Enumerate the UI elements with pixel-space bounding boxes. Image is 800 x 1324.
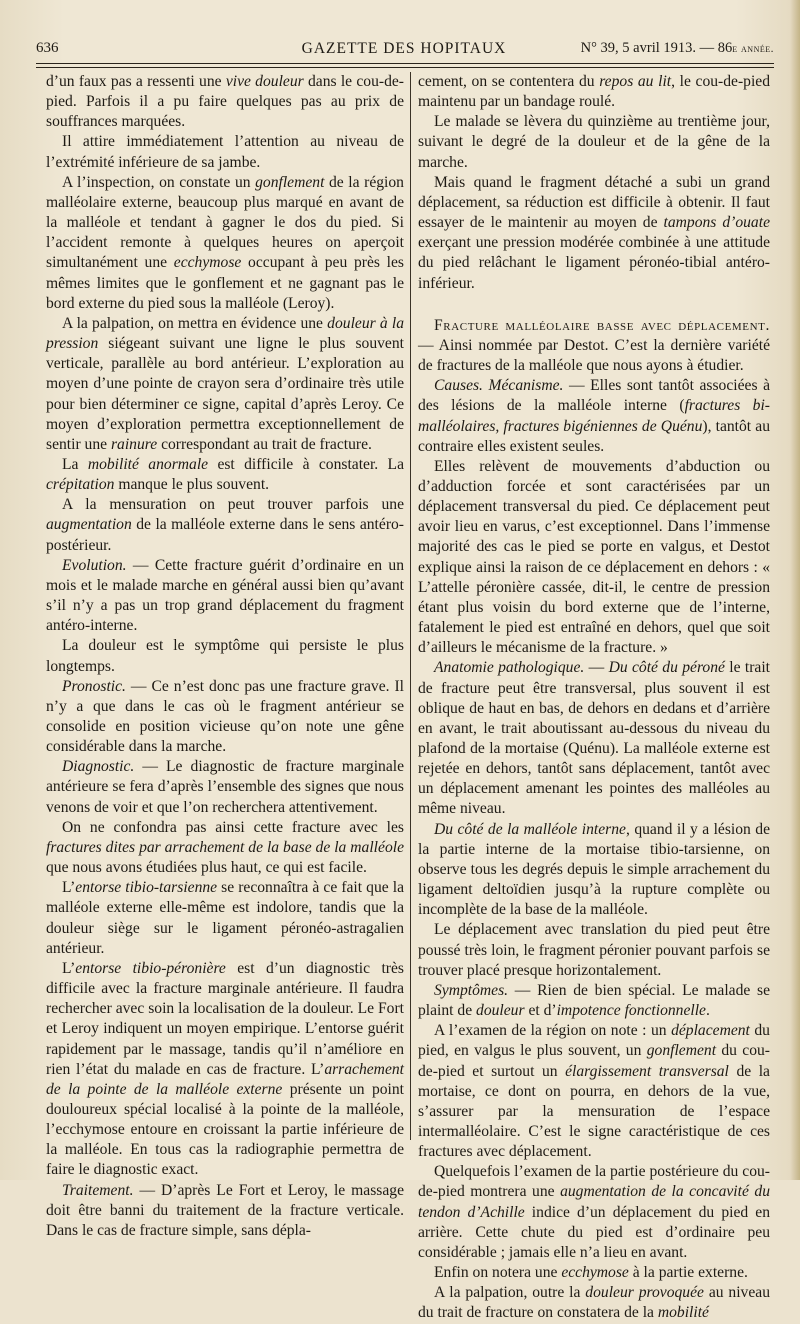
text-run: L’ bbox=[62, 959, 76, 977]
text-run: — Rien de bien spécial. Le malade se plaint de bbox=[418, 981, 770, 1020]
italic-run: élargissement transversal bbox=[565, 1062, 729, 1080]
text-run: est difficile à constater. La bbox=[208, 455, 404, 473]
text-run: A la mensuration on peut trouver parfois une bbox=[62, 496, 404, 514]
italic-run: vive douleur bbox=[225, 73, 304, 90]
paragraph bbox=[46, 677, 404, 758]
italic-run: impotence fonctionnelle bbox=[556, 1002, 706, 1020]
text-run: — Ainsi nommée par Destot. C’est la dernière variété de fractures de la malléole que nous ayons à étudier. bbox=[418, 336, 770, 375]
paragraph bbox=[46, 132, 404, 172]
paragraph bbox=[46, 314, 404, 455]
italic-run: augmentation bbox=[46, 516, 132, 534]
header-rule bbox=[36, 63, 774, 64]
italic-run: arrachement de la pointe de la malléole externe bbox=[46, 1060, 404, 1098]
paragraph bbox=[46, 455, 404, 495]
paragraph bbox=[46, 757, 404, 817]
paragraph bbox=[418, 457, 770, 659]
paragraph bbox=[418, 173, 770, 294]
text-run: — Elles sont tantôt associées à des lésions de la malléole interne ( bbox=[418, 377, 770, 415]
italic-run: douleur provoquée bbox=[585, 1284, 704, 1302]
text-run: manque le plus souvent. bbox=[114, 476, 270, 494]
text-run: dans le cou-de-pied. Parfois il a pu faire quelques pas au prix de souffrances marquées. bbox=[46, 73, 404, 131]
text-run: La douleur est le symptôme qui persiste le plus longtemps. bbox=[46, 637, 404, 675]
text-run: Le malade se lèvera du quinzième au trentième jour, suivant le degré de la douleur et de la gêne de la marche. bbox=[418, 113, 770, 171]
italic-run: mobilité anormale bbox=[87, 455, 209, 473]
text-run: présente un point douloureux spécial localisé à la pointe de la malléole, l’ecchymose entoure en croissant la partie inférieure de la malléole. En tous cas la radiographie permettra de faire le diagnostic exact. bbox=[46, 1080, 405, 1179]
text-run: , quand il y a lésion de la partie interne de la mortaise tibio-tarsienne, on observe tous les degrés depuis le simple arrachement du ligament deltoïdien jusqu’à la rupture complète ou incomplète de la base de la malléole. bbox=[418, 820, 770, 919]
journal-title: GAZETTE DES HOPITAUX bbox=[301, 40, 507, 57]
paragraph bbox=[418, 1162, 770, 1263]
paragraph bbox=[418, 376, 770, 457]
italic-run: fractures dites par arrachement de la base de la malléole bbox=[46, 838, 404, 856]
text-run: du cou-de-pied et surtout un bbox=[418, 1042, 770, 1080]
text-run: A l’examen de la région on note : un bbox=[434, 1022, 672, 1040]
paragraph bbox=[418, 981, 770, 1021]
italic-run: entorse tibio-tarsienne bbox=[75, 879, 218, 897]
text-run: que nous avons étudiées plus haut, ce qui est facile. bbox=[46, 859, 367, 877]
page-number: 636 bbox=[36, 40, 59, 56]
text-run: d’un faux pas a ressenti une bbox=[46, 73, 226, 90]
paragraph bbox=[418, 920, 770, 980]
text-run: à la partie externe. bbox=[628, 1264, 748, 1282]
italic-run: Anatomie pathologique. bbox=[434, 659, 585, 677]
italic-run: douleur bbox=[476, 1002, 525, 1020]
text-run: de la région malléolaire externe, beaucoup plus marqué en avant de la malléole et tendant à gagner le dos du pied. Si l’accident remonte à quelques heures on aperçoit simultanément une bbox=[46, 173, 404, 272]
text-run: de la mortaise, ce dont on pourra, en dehors de la vue, s’assurer par la mensuration de l’espace intermalléolaire. C’est le signe caractéristique de ces fractures avec déplacement. bbox=[418, 1062, 770, 1161]
issue-year-label: e année. bbox=[732, 43, 774, 55]
text-run: est d’un diagnostic très difficile avec la fracture marginale antérieure. Il faudra rechercher avec soin la localisation de la douleur. Le Fort et Leroy indiquent un moyen empirique. L’entorse guérit rapidement par le massage, tandis qu’il n’améliore en rien l’état du malade en cas de fracture. L’ bbox=[46, 959, 404, 1078]
text-run: ), tantôt au contraire elles existent seules. bbox=[418, 417, 770, 455]
italic-run: gonflement bbox=[255, 173, 325, 191]
italic-run: crépitation bbox=[46, 476, 115, 494]
text-run: Le déplacement avec translation du pied peut être poussé très loin, le fragment péronier pouvant parfois se trouver placé presque horizontalement. bbox=[418, 921, 770, 979]
section-intro bbox=[418, 337, 770, 374]
paragraph bbox=[418, 1283, 770, 1323]
italic-run: Symptômes. bbox=[434, 981, 509, 999]
italic-run: entorse tibio-péronière bbox=[75, 959, 226, 977]
text-run: cement, on se contentera du bbox=[418, 73, 600, 90]
italic-run: ecchymose bbox=[173, 254, 242, 272]
column-divider bbox=[410, 72, 411, 1140]
italic-run: Evolution. bbox=[62, 556, 127, 574]
italic-run: douleur à la pression bbox=[46, 314, 404, 353]
paragraph bbox=[46, 959, 404, 1181]
paragraph bbox=[46, 72, 404, 132]
text-run: le trait de fracture peut être transversal, plus souvent il est oblique de haut en bas, de dehors en dedans et d’arrière en avant, le trait aboutissant au-dessous du niveau du plafond de la mortaise (Quénu). La malléole externe est rejetée en dehors, tantôt sans déplacement, tantôt avec un déplacement amenant les pointes des malléoles au même niveau. bbox=[418, 659, 770, 818]
italic-run: Du côté du péroné bbox=[608, 659, 725, 677]
issue-date: N° 39, 5 avril 1913. — 86 bbox=[580, 40, 733, 56]
text-run: Mais quand le fragment détaché a subi un grand déplacement, sa réduction est difficile à obtenir. Il faut essayer de le maintenir au moyen de bbox=[418, 173, 770, 232]
paragraph bbox=[46, 1181, 404, 1241]
text-run: La bbox=[62, 455, 88, 473]
paragraph bbox=[418, 72, 770, 112]
text-run: et d’ bbox=[524, 1002, 557, 1020]
italic-run: fractures bi-malléolaires, fractures bigéniennes de Quénu bbox=[418, 397, 770, 435]
paragraph bbox=[418, 1263, 770, 1283]
text-run: exerçant une pression modérée combinée à une attitude du pied relâchant le ligament péronéo-tibial antéro-inférieur. bbox=[418, 234, 770, 292]
italic-run: ecchymose bbox=[561, 1264, 629, 1282]
italic-run: gonflement bbox=[646, 1042, 717, 1060]
left-column bbox=[46, 72, 404, 1241]
italic-run: mobilité bbox=[657, 1304, 709, 1322]
issue-info bbox=[581, 40, 774, 57]
text-run: — bbox=[584, 659, 609, 677]
text-run: Il attire immédiatement l’attention au niveau de l’extrémité inférieure de sa jambe. bbox=[46, 133, 404, 171]
paragraph bbox=[46, 636, 404, 676]
text-run: — Ce n’est donc pas une fracture grave. Il n’y a que dans le cas où le fragment antérieur se consolide en position vicieuse qu’on note une gêne considérable dans la marche. bbox=[46, 677, 404, 756]
text-run: A la palpation, outre la bbox=[434, 1284, 586, 1302]
text-run: — Le diagnostic de fracture marginale antérieure se fera d’après l’ensemble des signes que nous venons de voir et que l’on recherchera attentivement. bbox=[46, 758, 404, 816]
text-run: du pied, en valgus le plus souvent, un bbox=[418, 1022, 770, 1060]
header-rule-thin bbox=[36, 67, 774, 68]
text-run: Quelquefois l’examen de la partie postérieure du cou-de-pied montrera une bbox=[418, 1163, 770, 1201]
text-run: Elles relèvent de mouvements d’abduction ou d’adduction forcée et sont caractérisées par un déplacement transversal du pied. Ce déplacement peut avoir lieu en varus, c’est exceptionnel. Dans l’immense majorité des cas le pied se porte en valgus, et Destot explique ainsi la raison de ce déplacement en dehors : « L’attelle péronière cassée, dit-il, le centre de pression étant plus voisin du bord externe que de l’interne, fatalement le pied est entraîné en dehors, quel que soit d’ailleurs le mécanisme de la fracture. » bbox=[418, 457, 770, 657]
paragraph bbox=[46, 878, 404, 959]
text-run: A la palpation, on mettra en évidence une bbox=[62, 314, 328, 332]
italic-run: rainure bbox=[110, 435, 158, 453]
page-edge-shadow bbox=[790, 0, 800, 1180]
page-header bbox=[30, 36, 778, 64]
italic-run: Pronostic. bbox=[62, 677, 126, 695]
italic-run: Diagnostic. bbox=[62, 758, 135, 776]
text-run: au niveau du trait de fracture on constatera de la bbox=[418, 1284, 770, 1322]
text-run: . bbox=[705, 1002, 710, 1020]
paragraph bbox=[46, 173, 404, 314]
paragraph bbox=[46, 556, 404, 637]
italic-run: déplacement bbox=[671, 1022, 750, 1040]
text-run: correspondant au trait de fracture. bbox=[157, 435, 372, 453]
text-run: se reconnaîtra à ce fait que la malléole externe elle-même est indolore, tandis que la douleur siège sur le ligament péronéo-astragalien antérieur. bbox=[46, 879, 404, 957]
paragraph bbox=[46, 495, 404, 555]
italic-run: Traitement. bbox=[62, 1181, 134, 1199]
italic-run: Causes. Mécanisme. bbox=[434, 377, 564, 395]
italic-run: Du côté de la malléole interne bbox=[434, 820, 626, 838]
paragraph bbox=[418, 1021, 770, 1162]
italic-run: tampons d’ouate bbox=[663, 214, 770, 232]
text-run: indice d’un déplacement du pied en arrière. Cette chute du pied est d’ordinaire peu considérable ; jamais elle n’a lieu en avant. bbox=[418, 1203, 770, 1261]
text-run: — Cette fracture guérit d’ordinaire en un mois et le malade marche en général aussi bien qu’avant s’il n’y a pas un trop grand déplacement du fragment antéro-interne. bbox=[46, 556, 404, 635]
text-run: — D’après Le Fort et Leroy, le massage doit être banni du traitement de la fracture verticale. Dans le cas de fracture simple, sans dépla- bbox=[46, 1181, 404, 1239]
section-heading: Fracture malléolaire basse avec déplacement. bbox=[434, 316, 770, 334]
paragraph bbox=[418, 112, 770, 172]
italic-run: repos au lit bbox=[599, 73, 672, 90]
text-run: occupant à peu près les mêmes limites que le gonflement et ne gagnant pas le bord externe du pied sous la malléole (Leroy). bbox=[46, 254, 405, 312]
text-run: , le cou-de-pied maintenu par un bandage roulé. bbox=[418, 73, 771, 111]
section-paragraph bbox=[418, 316, 770, 376]
italic-run: augmentation de la concavité du tendon d’Achille bbox=[418, 1183, 770, 1221]
text-run: siégeant suivant une ligne le plus souvent verticale, parallèle au bord antérieur. L’exploration au moyen d’une pointe de crayon sera d’ordinaire très utile pour bien déterminer ce signe, capital d’après Leroy. Ce moyen d’exploration permettra exceptionnellement de sentir une bbox=[46, 335, 404, 453]
text-run: L’ bbox=[62, 879, 76, 897]
text-run: Enfin on notera une bbox=[434, 1264, 562, 1282]
text-run: A l’inspection, on constate un bbox=[62, 173, 256, 191]
paragraph bbox=[46, 818, 404, 878]
text-run: On ne confondra pas ainsi cette fracture avec les bbox=[62, 818, 404, 836]
paragraph bbox=[418, 658, 770, 819]
text-run: de la malléole externe dans le sens antéro-postérieur. bbox=[46, 516, 404, 554]
paragraph bbox=[418, 820, 770, 921]
right-column bbox=[418, 72, 770, 1324]
